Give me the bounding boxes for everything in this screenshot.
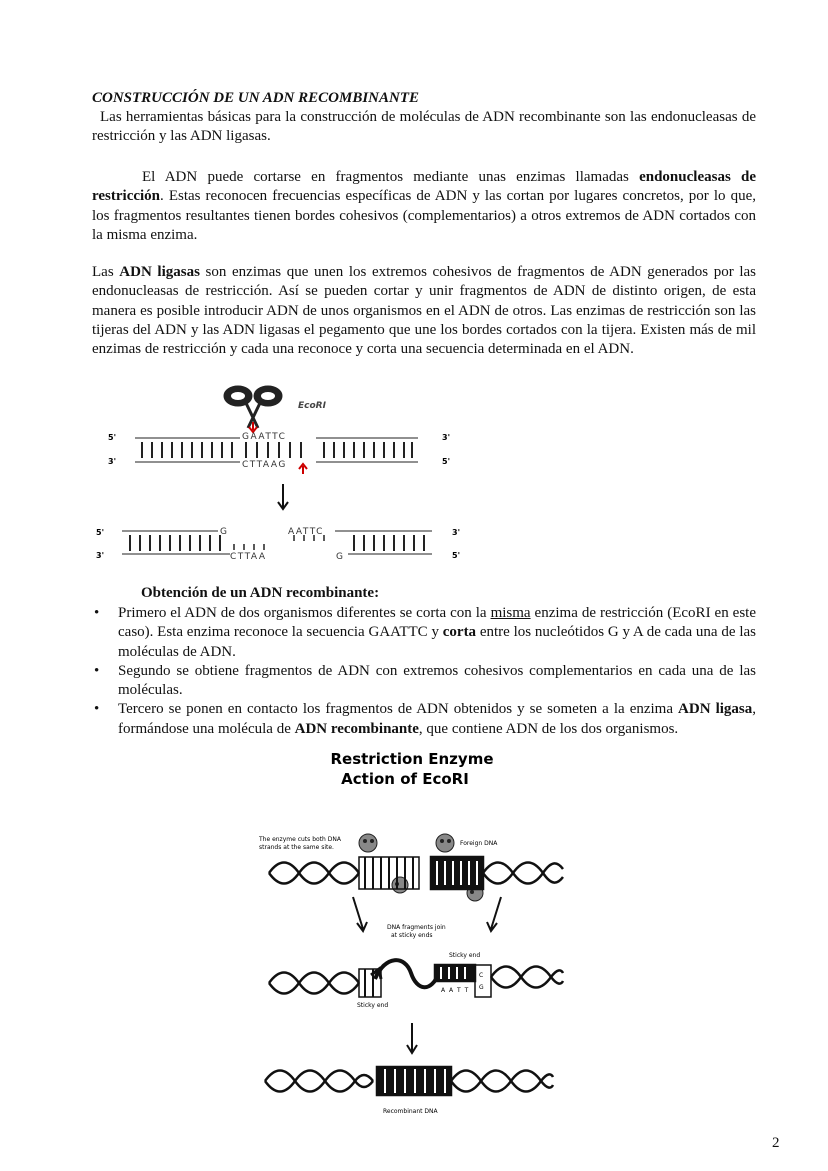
figure-title: Restriction Enzyme <box>330 750 494 768</box>
bold-term: corta <box>442 624 477 641</box>
enzyme-icon <box>436 834 454 852</box>
enzyme-icon <box>359 834 377 852</box>
figure-label: strands at the same site. <box>259 844 334 851</box>
underlined-term: misma <box>490 605 531 621</box>
strand-end-label: 5' <box>452 551 461 560</box>
down-arrow-icon <box>278 484 288 509</box>
dna-helix-left <box>269 857 419 889</box>
recognition-sequence-bottom: CTTAAG <box>242 460 287 470</box>
bold-term: endonucleasas de restricción <box>92 169 757 205</box>
arrow-icon <box>487 897 501 931</box>
strand-end-label: 3' <box>442 433 451 442</box>
text-run: Primero el ADN de dos organismos diferentes se corta con la <box>118 605 491 621</box>
strand-end-label: 3' <box>452 528 461 537</box>
list-item <box>92 604 756 662</box>
strand-end-label: 5' <box>108 433 117 442</box>
text-run: Tercero se ponen en contacto los fragmentos de ADN obtenidos y se someten a la enzima <box>118 701 679 718</box>
arrow-icon <box>353 897 367 931</box>
bold-term: ADN ligasa <box>678 701 753 718</box>
list-item <box>92 700 756 739</box>
bold-term: ADN recombinante <box>294 720 419 737</box>
figure-label: Recombinant DNA <box>383 1108 438 1115</box>
steps-list <box>92 604 756 739</box>
base-label: G <box>479 984 484 991</box>
bullet-marker: • <box>94 662 100 679</box>
text-run: enzima de restricción (EcoRI en este caso). Esta enzima reconoce la secuencia GAATTC y <box>118 605 756 641</box>
fragment-overhang: AATTC <box>288 527 324 537</box>
paragraph-intro: Las herramientas básicas para la construcción de moléculas de ADN recombinante son las endonucleasas de restricción y las ADN ligasas. <box>92 109 756 145</box>
text-run: , formándose una molécula de <box>118 701 756 737</box>
strand-end-label: 3' <box>108 457 117 466</box>
figure-label: at sticky ends <box>391 932 433 939</box>
strand-end-label: 5' <box>442 457 451 466</box>
page-number: 2 <box>772 1135 780 1151</box>
fragment-base: G <box>220 527 227 537</box>
recognition-sequence-top: GAATTC <box>242 432 287 442</box>
text-run: Las <box>92 264 120 280</box>
joining-arrow-icon <box>375 960 439 987</box>
section-subheading: Obtención de un ADN recombinante: <box>141 585 380 601</box>
sticky-bases: A A T T <box>441 987 470 994</box>
enzyme-label: EcoRI <box>298 401 326 411</box>
text-run: entre los nucleótidos G y A de cada una de las moléculas de ADN. <box>118 624 756 660</box>
fragment-base: G <box>336 552 343 562</box>
text-run: son enzimas que unen los extremos cohesivos de fragmentos de ADN generados por las endonucleasas de restricción. Así se pueden cortar y unir fragmentos de ADN de distinto origen, de esta manera es posible introducir ADN de unos organismos en el ADN de otros. Las enzimas de restricción son las tijeras del ADN y las ADN ligasas el pegamento que une los bordes cortados con la tijera. Existen más de mil enzimas de restricción y cada una reconoce y corta una secuencia determinada en el ADN. <box>92 264 756 358</box>
bullet-marker: • <box>94 701 100 718</box>
bold-term: ADN ligasas <box>119 264 200 280</box>
ecori-cut-diagram <box>90 378 470 568</box>
list-item <box>92 662 756 701</box>
paragraph-ligases <box>92 263 756 359</box>
strand-end-label: 3' <box>96 551 105 560</box>
down-arrow-icon <box>407 1023 417 1053</box>
text-run: . Estas reconocen frecuencias específicas de ADN y las cortan por lugares concretos, por lo que, los fragmentos resultantes tienen bordes cohesivos (complementarios) a otros extremos de ADN cortados con la misma enzima. <box>92 188 756 243</box>
dna-helix-foreign <box>431 857 563 889</box>
figure-label: Sticky end <box>449 952 481 959</box>
dna-recombinant <box>265 1067 553 1095</box>
document-title: CONSTRUCCIÓN DE UN ADN RECOMBINANTE <box>92 90 420 106</box>
fragment-overhang: CTTAA <box>230 552 267 562</box>
restriction-enzyme-figure <box>255 745 575 1125</box>
scissors-icon <box>225 387 281 428</box>
figure-label: Foreign DNA <box>460 840 498 847</box>
figure-title: Action of EcoRI <box>341 770 469 788</box>
bullet-marker: • <box>94 605 100 621</box>
dna-fragment-left <box>269 969 381 997</box>
text-run: , que contiene ADN de los dos organismos. <box>418 720 679 737</box>
figure-label: Sticky end <box>357 1002 389 1009</box>
cut-arrow-icon <box>299 464 307 474</box>
paragraph-endonucleases <box>92 168 756 245</box>
strand-end-label: 5' <box>96 528 105 537</box>
text-run: El ADN puede cortarse en fragmentos mediante unas enzimas llamadas <box>142 169 640 185</box>
text-run: Segundo se obtiene fragmentos de ADN con extremos cohesivos complementarios en cada una de las moléculas. <box>118 662 756 699</box>
base-label: C <box>479 972 484 979</box>
figure-label: The enzyme cuts both DNA <box>259 836 341 843</box>
figure-label: DNA fragments join <box>387 924 446 931</box>
